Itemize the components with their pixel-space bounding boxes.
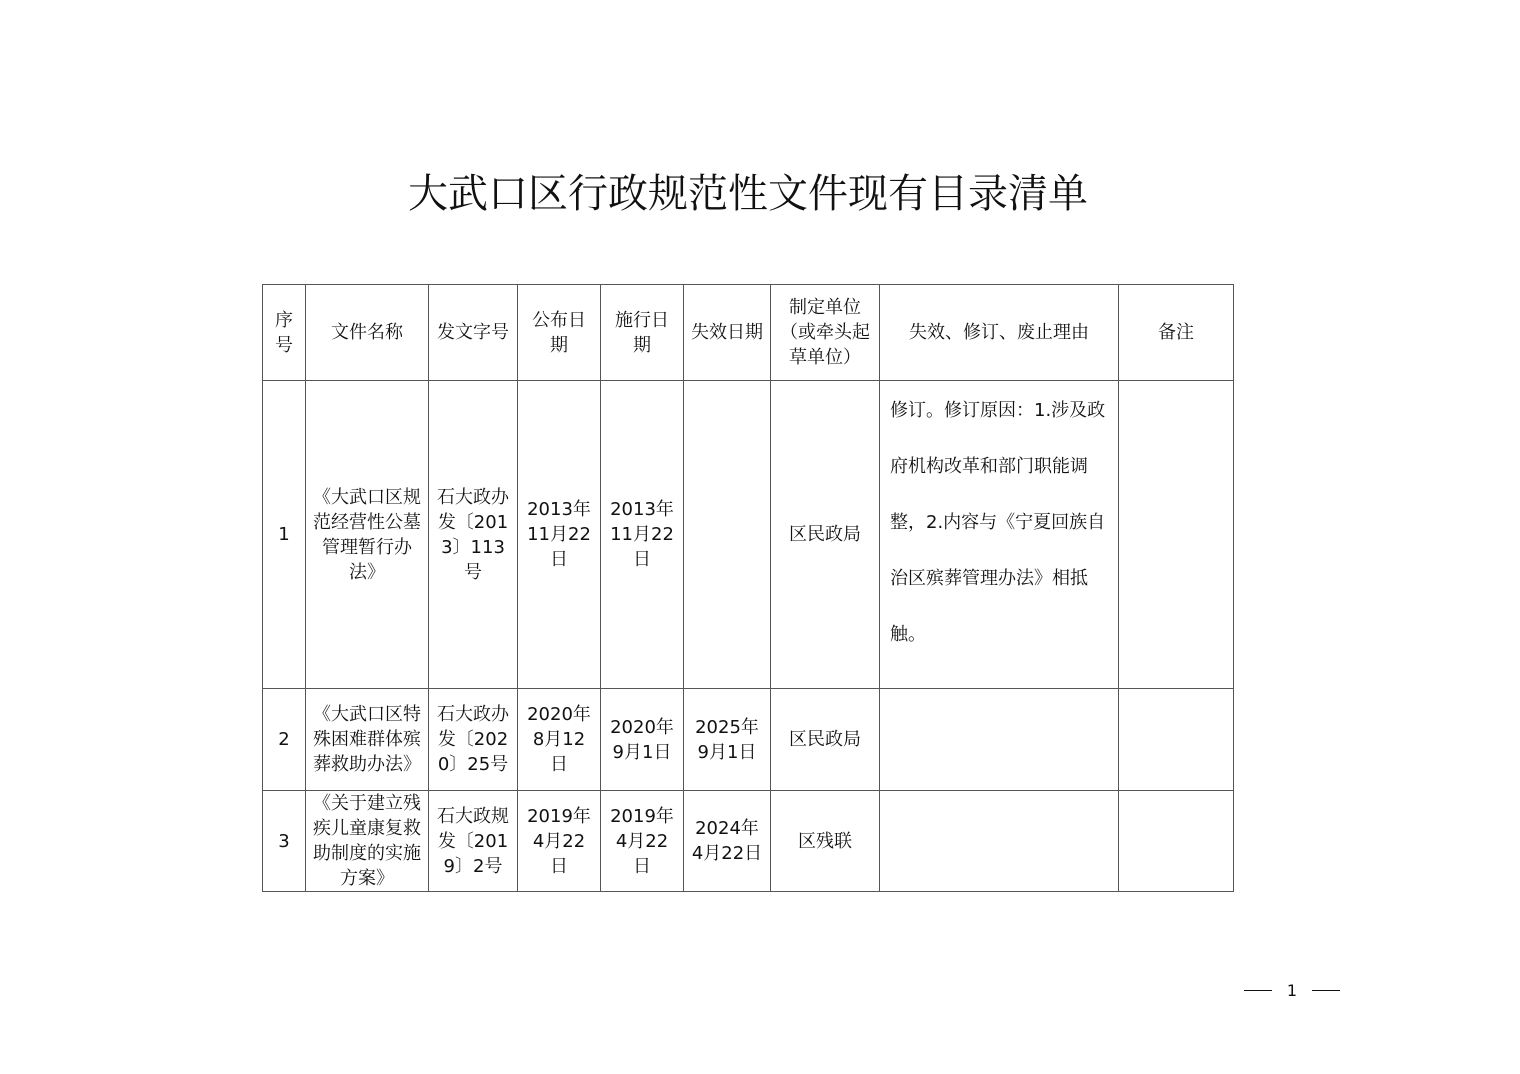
cell-reason: 修订。修订原因：1.涉及政府机构改革和部门职能调整，2.内容与《宁夏回族自治区殡葬管理办法》相抵触。 — [880, 381, 1119, 689]
cell-publish-date: 2019年4月22日 — [518, 791, 601, 892]
header-publish-date: 公布日期 — [518, 285, 601, 381]
cell-doc-no: 石大政规发〔2019〕2号 — [429, 791, 518, 892]
cell-expire-date: 2025年9月1日 — [684, 689, 771, 791]
cell-effective-date: 2013年11月22日 — [601, 381, 684, 689]
header-seq: 序号 — [263, 285, 306, 381]
cell-seq: 3 — [263, 791, 306, 892]
header-issuer: 制定单位（或牵头起草单位） — [771, 285, 880, 381]
cell-remarks — [1119, 381, 1234, 689]
cell-reason — [880, 689, 1119, 791]
header-doc-no: 发文字号 — [429, 285, 518, 381]
document-title: 大武口区行政规范性文件现有目录清单 — [408, 171, 1088, 217]
cell-reason — [880, 791, 1119, 892]
cell-publish-date: 2013年11月22日 — [518, 381, 601, 689]
page-number — [1244, 980, 1340, 1000]
cell-publish-date: 2020年8月12日 — [518, 689, 601, 791]
cell-name: 《大武口区规范经营性公墓管理暂行办法》 — [306, 381, 429, 689]
table-row — [263, 791, 1234, 892]
cell-name: 《关于建立残疾儿童康复救助制度的实施方案》 — [306, 791, 429, 892]
cell-effective-date: 2020年9月1日 — [601, 689, 684, 791]
cell-name: 《大武口区特殊困难群体殡葬救助办法》 — [306, 689, 429, 791]
cell-doc-no: 石大政办发〔2013〕113号 — [429, 381, 518, 689]
header-remarks: 备注 — [1119, 285, 1234, 381]
header-expire-date: 失效日期 — [684, 285, 771, 381]
header-name: 文件名称 — [306, 285, 429, 381]
cell-seq: 2 — [263, 689, 306, 791]
cell-remarks — [1119, 791, 1234, 892]
cell-doc-no: 石大政办发〔2020〕25号 — [429, 689, 518, 791]
page-number-dash-left — [1244, 990, 1272, 991]
cell-issuer: 区民政局 — [771, 381, 880, 689]
cell-seq: 1 — [263, 381, 306, 689]
table-row — [263, 689, 1234, 791]
header-reason: 失效、修订、废止理由 — [880, 285, 1119, 381]
cell-remarks — [1119, 689, 1234, 791]
page-number-dash-right — [1312, 990, 1340, 991]
table-row — [263, 381, 1234, 689]
cell-expire-date — [684, 381, 771, 689]
page-number-value: 1 — [1286, 980, 1298, 1000]
cell-issuer: 区残联 — [771, 791, 880, 892]
directory-table — [262, 284, 1234, 892]
cell-expire-date: 2024年4月22日 — [684, 791, 771, 892]
cell-issuer: 区民政局 — [771, 689, 880, 791]
header-effective-date: 施行日期 — [601, 285, 684, 381]
cell-effective-date: 2019年4月22日 — [601, 791, 684, 892]
table-header-row — [263, 285, 1234, 381]
